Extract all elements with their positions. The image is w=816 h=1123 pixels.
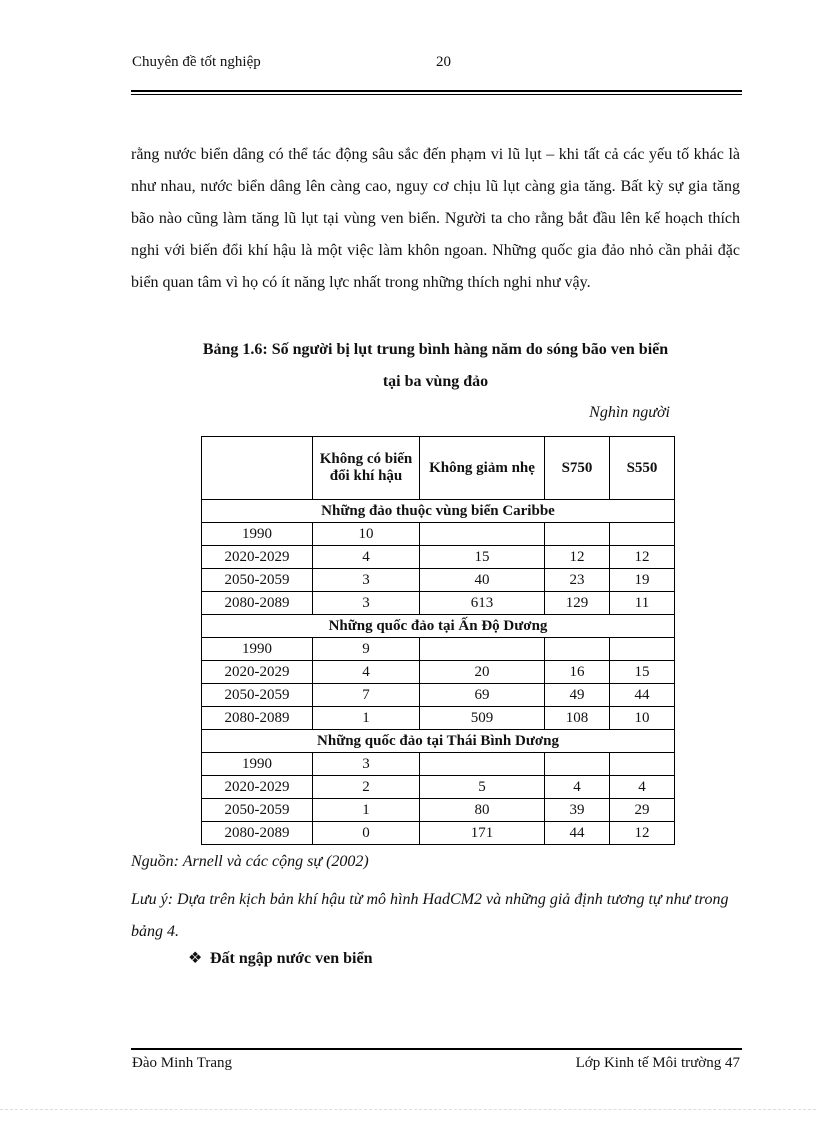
- cell: 1: [313, 799, 420, 822]
- cell: 1990: [202, 638, 313, 661]
- table-caption-line2: tại ba vùng đảo: [382, 373, 489, 390]
- table-header-row: [202, 437, 675, 500]
- section-title: Những quốc đảo tại Ấn Độ Dương: [202, 615, 675, 638]
- cell: 23: [545, 569, 610, 592]
- subheading: [188, 948, 372, 968]
- cell: 171: [420, 822, 545, 845]
- header-cell-no-climate-change: Không có biến đổi khí hậu: [313, 437, 420, 500]
- cell: [545, 523, 610, 546]
- cell: 2080-2089: [202, 822, 313, 845]
- cell: 10: [313, 523, 420, 546]
- cell: 1990: [202, 523, 313, 546]
- cell: 2020-2029: [202, 661, 313, 684]
- table-row: [202, 661, 675, 684]
- cell: 108: [545, 707, 610, 730]
- cell: 4: [545, 776, 610, 799]
- diamond-bullet-icon: ❖: [188, 950, 203, 967]
- cell: 12: [610, 546, 675, 569]
- section-row: [202, 615, 675, 638]
- table-note: Lưu ý: Dựa trên kịch bản khí hậu từ mô hình HadCM2 và những giả định tương tự như trong bảng 4.: [131, 891, 729, 940]
- cell: [545, 753, 610, 776]
- cell: 3: [313, 753, 420, 776]
- table-row: [202, 707, 675, 730]
- cell: [420, 523, 545, 546]
- footer-author: Đào Minh Trang: [132, 1055, 233, 1071]
- cell: 44: [610, 684, 675, 707]
- cell: 9: [313, 638, 420, 661]
- cell: 4: [313, 546, 420, 569]
- header-rule: [131, 90, 742, 92]
- cell: 2: [313, 776, 420, 799]
- cell: 20: [420, 661, 545, 684]
- cell: [610, 638, 675, 661]
- table-row: [202, 684, 675, 707]
- cell: 4: [610, 776, 675, 799]
- table-caption: Bảng 1.6: Số người bị lụt trung bình hàng năm do sóng bão ven biển: [202, 341, 669, 358]
- cell: 29: [610, 799, 675, 822]
- cell: 44: [545, 822, 610, 845]
- table-source: Nguồn: Arnell và các cộng sự (2002): [131, 853, 369, 870]
- page-edge-divider: [0, 1109, 816, 1110]
- cell: 2080-2089: [202, 592, 313, 615]
- cell: 69: [420, 684, 545, 707]
- cell: 0: [313, 822, 420, 845]
- cell: 2020-2029: [202, 776, 313, 799]
- section-title: Những quốc đảo tại Thái Bình Dương: [202, 730, 675, 753]
- cell: 2020-2029: [202, 546, 313, 569]
- cell: 3: [313, 569, 420, 592]
- footer-rule: [131, 1048, 742, 1050]
- cell: 10: [610, 707, 675, 730]
- table-row: [202, 753, 675, 776]
- cell: 5: [420, 776, 545, 799]
- cell: 2050-2059: [202, 799, 313, 822]
- cell: 2080-2089: [202, 707, 313, 730]
- cell: 15: [420, 546, 545, 569]
- cell: 19: [610, 569, 675, 592]
- table-row: [202, 799, 675, 822]
- cell: [610, 523, 675, 546]
- table-unit: Nghìn người: [589, 404, 670, 421]
- cell: 16: [545, 661, 610, 684]
- cell: 39: [545, 799, 610, 822]
- table-row: [202, 569, 675, 592]
- section-title: Những đảo thuộc vùng biển Caribbe: [202, 500, 675, 523]
- cell: 11: [610, 592, 675, 615]
- cell: 7: [313, 684, 420, 707]
- table-row: [202, 592, 675, 615]
- cell: 129: [545, 592, 610, 615]
- cell: 49: [545, 684, 610, 707]
- cell: 2050-2059: [202, 684, 313, 707]
- header-cell-no-mitigation: Không giảm nhẹ: [420, 437, 545, 500]
- cell: [420, 753, 545, 776]
- cell: 2050-2059: [202, 569, 313, 592]
- table-row: [202, 822, 675, 845]
- cell: 12: [610, 822, 675, 845]
- cell: 509: [420, 707, 545, 730]
- subheading-text: Đất ngập nước ven biển: [210, 950, 373, 967]
- cell: 12: [545, 546, 610, 569]
- page-number: 20: [436, 54, 451, 70]
- footer-class: Lớp Kinh tế Môi trường 47: [575, 1055, 740, 1071]
- header-cell-blank: [202, 437, 313, 500]
- cell: 3: [313, 592, 420, 615]
- cell: [420, 638, 545, 661]
- header-cell-s550: S550: [610, 437, 675, 500]
- cell: 1990: [202, 753, 313, 776]
- cell: 1: [313, 707, 420, 730]
- cell: 80: [420, 799, 545, 822]
- cell: 15: [610, 661, 675, 684]
- table-row: [202, 523, 675, 546]
- table-row: [202, 638, 675, 661]
- section-row: [202, 730, 675, 753]
- cell: 40: [420, 569, 545, 592]
- table-row: [202, 546, 675, 569]
- body-paragraph: rằng nước biển dâng có thể tác động sâu sắc đến phạm vi lũ lụt – khi tất cả các yếu tố khác là như nhau, nước biển dâng lên càng cao, nguy cơ chịu lũ lụt càng gia tăng. Bất kỳ sự gia tăng bão nào cũng làm tăng lũ lụt tại vùng ven biển. Người ta cho rằng bắt đầu lên kế hoạch thích nghi với biến đổi khí hậu là một việc làm khôn ngoan. Những quốc gia đảo nhỏ cần phải đặc biển quan tâm vì họ có ít năng lực nhất trong những thích nghi như vậy.: [131, 146, 740, 291]
- section-row: [202, 500, 675, 523]
- cell: [545, 638, 610, 661]
- cell: 613: [420, 592, 545, 615]
- header-title: Chuyên đề tốt nghiệp: [132, 54, 261, 70]
- cell: 4: [313, 661, 420, 684]
- flood-table: [201, 436, 675, 845]
- header-cell-s750: S750: [545, 437, 610, 500]
- header-rule-thin: [131, 94, 742, 95]
- table-row: [202, 776, 675, 799]
- cell: [610, 753, 675, 776]
